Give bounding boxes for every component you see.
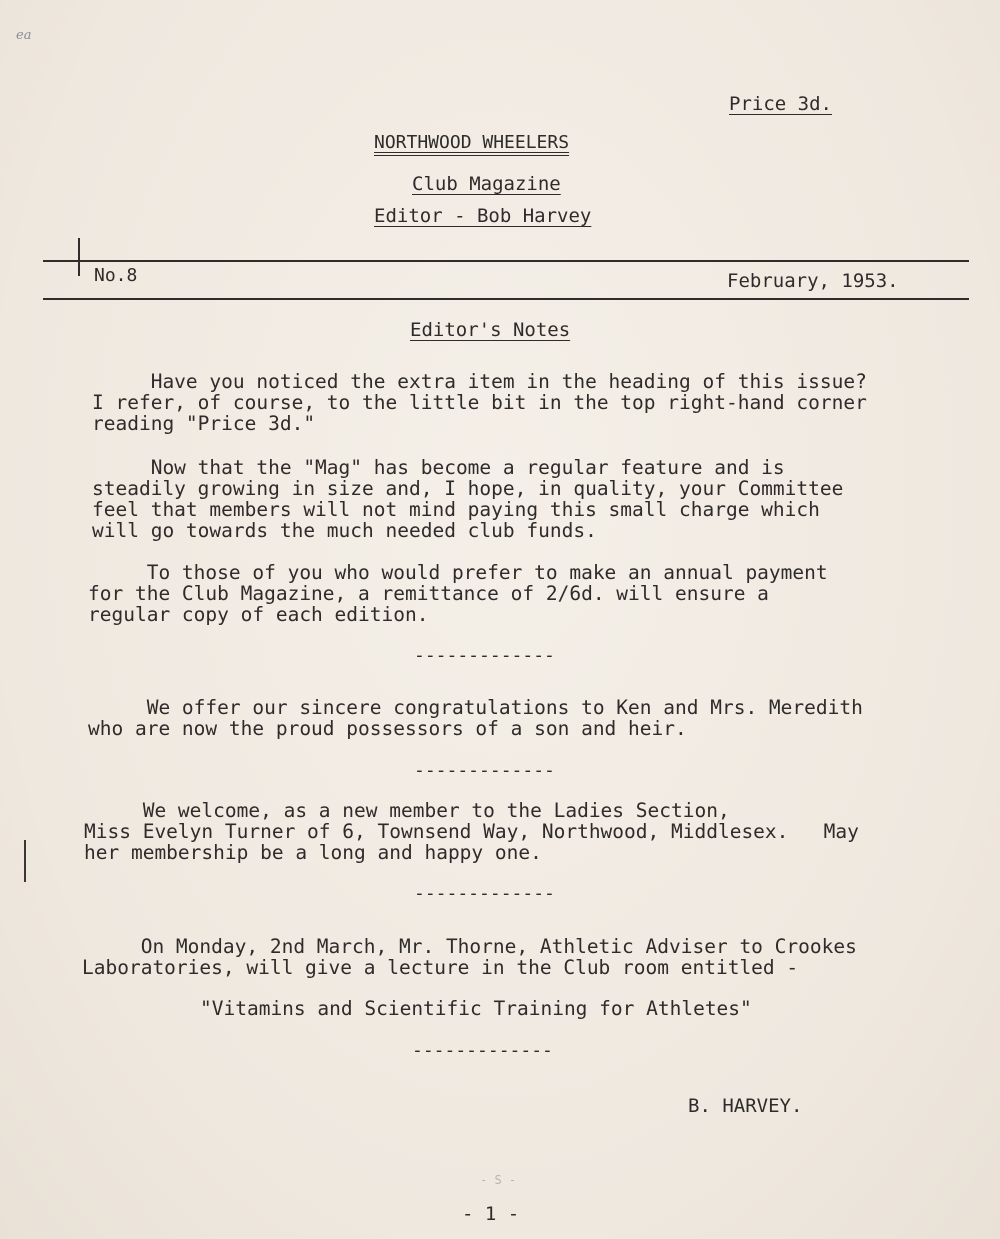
pencil-note: ea xyxy=(16,28,32,43)
paragraph-congratulations: We offer our sincere congratulations to Ken and Mrs. Meredith who are now the proud possessors of a son and heir. xyxy=(88,696,863,740)
header-rule-top xyxy=(43,260,969,262)
club-name: NORTHWOOD WHEELERS xyxy=(374,132,570,153)
paragraph-lecture: On Monday, 2nd March, Mr. Thorne, Athletic Adviser to Crookes Laboratories, will give a lecture in the Club room entitled - xyxy=(82,935,857,979)
issue-number: No.8 xyxy=(94,265,138,286)
section-title: Editor's Notes xyxy=(410,319,571,341)
separator-1: ------------- xyxy=(414,645,555,666)
margin-mark xyxy=(24,840,26,882)
separator-3: ------------- xyxy=(414,883,555,904)
page-number: - 1 - xyxy=(462,1203,520,1225)
paragraph-new-member: We welcome, as a new member to the Ladies Section, Miss Evelyn Turner of 6, Townsend Way, Northwood, Middlesex. May her membership be a long and happy one. xyxy=(84,799,859,864)
footer-mark: - S - xyxy=(480,1173,517,1187)
paragraph-mag-charge: Now that the "Mag" has become a regular feature and is steadily growing in size and, I hope, in quality, your Committee feel that members will not mind paying this small charge which will go towards the much needed club funds. xyxy=(92,456,844,542)
header-rule-tick xyxy=(78,238,80,276)
magazine-title: Club Magazine xyxy=(412,173,561,195)
signature: B. HARVEY. xyxy=(688,1095,803,1117)
paragraph-annual-payment: To those of you who would prefer to make an annual payment for the Club Magazine, a remittance of 2/6d. will ensure a regular copy of each edition. xyxy=(88,561,828,626)
issue-date: February, 1953. xyxy=(727,270,899,292)
paragraph-price-note: Have you noticed the extra item in the heading of this issue? I refer, of course, to the little bit in the top right-hand corner reading "Price 3d." xyxy=(92,370,867,435)
lecture-title: "Vitamins and Scientific Training for Athletes" xyxy=(200,997,752,1020)
separator-4: ------------- xyxy=(412,1040,553,1061)
header-rule-bottom xyxy=(43,298,969,300)
price-label: Price 3d. xyxy=(729,93,832,115)
separator-2: ------------- xyxy=(414,760,555,781)
editor-line: Editor - Bob Harvey xyxy=(374,205,592,227)
